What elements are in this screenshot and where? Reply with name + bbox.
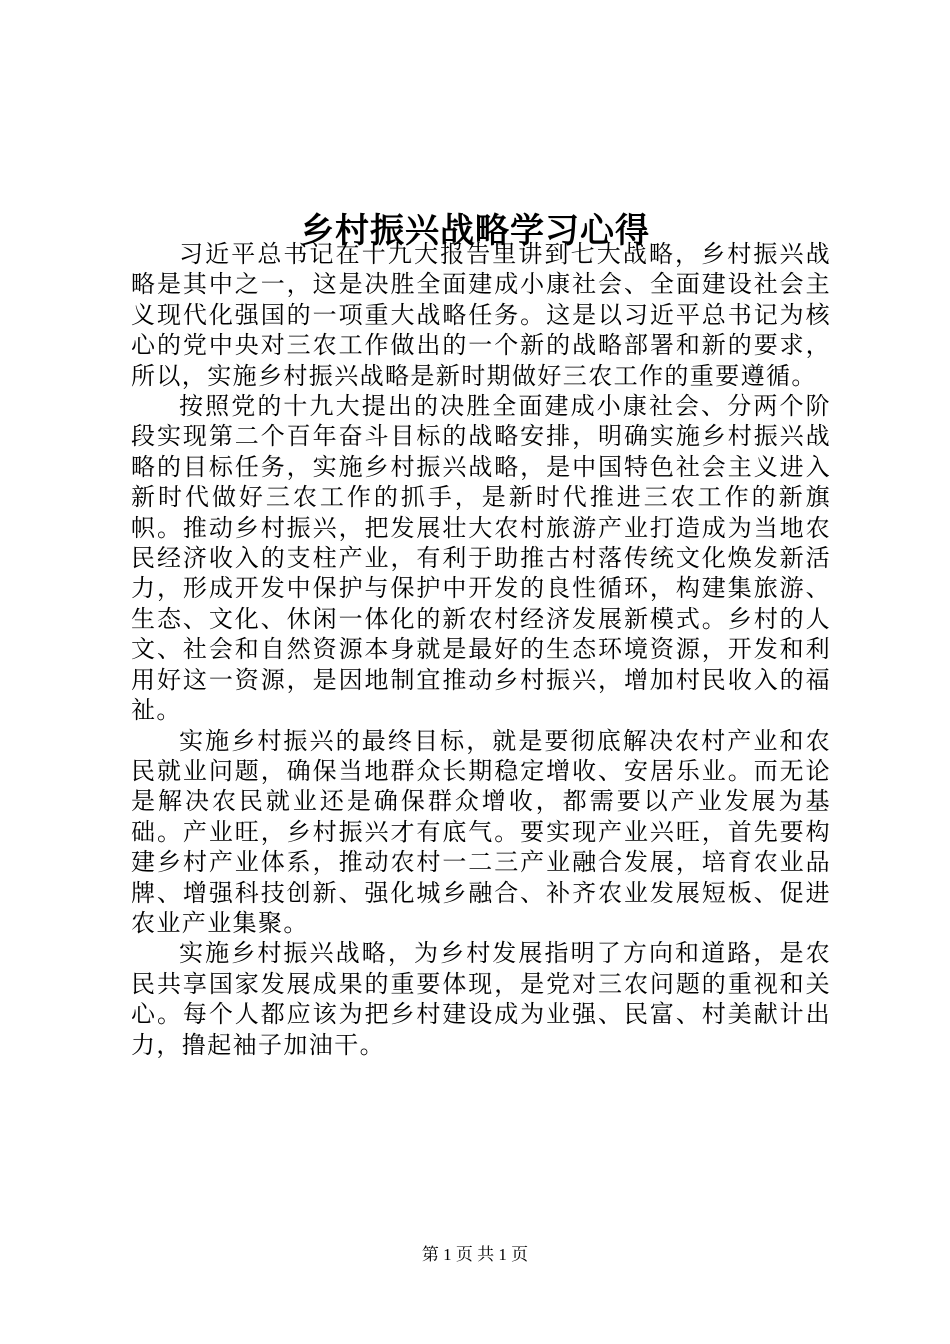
paragraph-4: 实施乡村振兴战略，为乡村发展指明了方向和道路，是农民共享国家发展成果的重要体现，是党对三农问题的重视和关心。每个人都应该为把乡村建设成为业强、民富、村美献计出力，撸起袖子加油干。 <box>131 939 831 1059</box>
page-title: 乡村振兴战略学习心得 <box>300 210 650 251</box>
paragraph-1: 习近平总书记在十九大报告里讲到七大战略，乡村振兴战略是其中之一，这是决胜全面建成小康社会、全面建设社会主义现代化强国的一项重大战略任务。这是以习近平总书记为核心的党中央对三农工作做出的一个新的战略部署和新的要求，所以，实施乡村振兴战略是新时期做好三农工作的重要遵循。 <box>131 240 831 390</box>
page-footer: 第 1 页 共 1 页 <box>421 1245 529 1264</box>
paragraph-2: 按照党的十九大提出的决胜全面建成小康社会、分两个阶段实现第二个百年奋斗目标的战略安排，明确实施乡村振兴战略的目标任务，实施乡村振兴战略，是中国特色社会主义进入新时代做好三农工作的抓手，是新时代推进三农工作的新旗帜。推动乡村振兴，把发展壮大农村旅游产业打造成为当地农民经济收入的支柱产业，有利于助推古村落传统文化焕发新活力，形成开发中保护与保护中开发的良性循环，构建集旅游、生态、文化、休闲一体化的新农村经济发展新模式。乡村的人文、社会和自然资源本身就是最好的生态环境资源，开发和利用好这一资源，是因地制宜推动乡村振兴，增加村民收入的福祉。 <box>131 392 831 725</box>
paragraph-3: 实施乡村振兴的最终目标，就是要彻底解决农村产业和农民就业问题，确保当地群众长期稳定增收、安居乐业。而无论是解决农民就业还是确保群众增收，都需要以产业发展为基础。产业旺，乡村振兴才有底气。要实现产业兴旺，首先要构建乡村产业体系，推动农村一二三产业融合发展，培育农业品牌、增强科技创新、强化城乡融合、补齐农业发展短板、促进农业产业集聚。 <box>131 726 831 937</box>
document-body <box>131 239 831 1060</box>
